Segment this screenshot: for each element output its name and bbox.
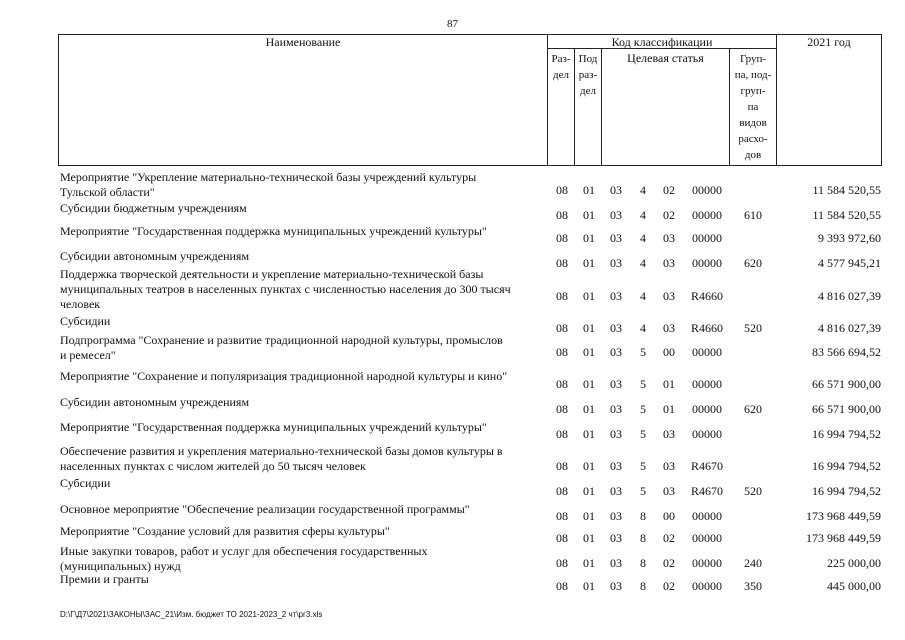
row-amount: 4 577 945,21 xyxy=(818,256,881,270)
row-code-rz: 08 xyxy=(556,183,568,197)
row-code-c2: 8 xyxy=(640,556,646,570)
row-code-c2: 4 xyxy=(640,289,646,303)
row-code-c3: 03 xyxy=(663,289,675,303)
row-amount: 4 816 027,39 xyxy=(818,289,881,303)
row-code-c3: 03 xyxy=(663,459,675,473)
header-target: Целевая статья xyxy=(627,51,704,65)
row-code-c2: 4 xyxy=(640,321,646,335)
row-code-c2: 4 xyxy=(640,208,646,222)
row-code-c2: 5 xyxy=(640,345,646,359)
row-code-c3: 02 xyxy=(663,208,675,222)
row-code-vr: 520 xyxy=(744,484,762,498)
row-code-c1: 03 xyxy=(610,556,622,570)
row-amount: 445 000,00 xyxy=(827,579,881,593)
row-code-pr: 01 xyxy=(583,289,595,303)
row-code-pr: 01 xyxy=(583,231,595,245)
row-code-c1: 03 xyxy=(610,459,622,473)
row-amount: 4 816 027,39 xyxy=(818,321,881,335)
row-code-c1: 03 xyxy=(610,183,622,197)
row-code-c1: 03 xyxy=(610,402,622,416)
row-code-c2: 8 xyxy=(640,531,646,545)
row-code-pr: 01 xyxy=(583,345,595,359)
row-code-rz: 08 xyxy=(556,321,568,335)
row-code-c3: 03 xyxy=(663,256,675,270)
row-code-c4: 00000 xyxy=(692,208,722,222)
row-name: Иные закупки товаров, работ и услуг для обеспечения государственных (муниципальных) нужд xyxy=(60,544,428,573)
row-code-c3: 03 xyxy=(663,484,675,498)
row-code-pr: 01 xyxy=(583,377,595,391)
row-code-c4: R4660 xyxy=(690,289,723,303)
row-code-c2: 4 xyxy=(640,256,646,270)
row-code-c1: 03 xyxy=(610,509,622,523)
row-code-c2: 5 xyxy=(640,402,646,416)
row-code-vr: 350 xyxy=(744,579,762,593)
row-code-c3: 02 xyxy=(663,556,675,570)
row-amount: 66 571 900,00 xyxy=(812,402,881,416)
row-code-c1: 03 xyxy=(610,579,622,593)
row-code-c3: 03 xyxy=(663,231,675,245)
page-number: 87 xyxy=(447,18,458,30)
row-amount: 9 393 972,60 xyxy=(818,231,881,245)
row-code-rz: 08 xyxy=(556,556,568,570)
row-amount: 173 968 449,59 xyxy=(806,531,881,545)
row-code-pr: 01 xyxy=(583,531,595,545)
header-group: Груп- па, под- груп- па видов расхо- дов xyxy=(734,53,772,161)
row-code-c2: 4 xyxy=(640,231,646,245)
footer-file-path: D:\Г\Д7\2021\ЗАКОНЫ\ЗАС_21\Изм. бюджет ТО 2021-2023_2 чт\рг3.xls xyxy=(60,610,323,619)
row-code-rz: 08 xyxy=(556,377,568,391)
row-name: Мероприятие "Сохранение и популяризация традиционной народной культуры и кино" xyxy=(60,369,508,383)
row-code-c1: 03 xyxy=(610,289,622,303)
row-name: Поддержка творческой деятельности и укрепление материально-технической базы муниципальных театров в населенных пунктах с численностью населения до 300 тысяч человек xyxy=(60,267,511,311)
row-code-c2: 5 xyxy=(640,377,646,391)
row-code-c1: 03 xyxy=(610,427,622,441)
row-name: Мероприятие "Создание условий для развития сферы культуры" xyxy=(60,524,390,538)
row-code-rz: 08 xyxy=(556,402,568,416)
row-amount: 16 994 794,52 xyxy=(812,459,881,473)
row-code-c4: 00000 xyxy=(692,531,722,545)
row-name: Мероприятие "Государственная поддержка муниципальных учреждений культуры" xyxy=(60,420,487,434)
row-code-c1: 03 xyxy=(610,231,622,245)
row-code-pr: 01 xyxy=(583,208,595,222)
row-code-rz: 08 xyxy=(556,459,568,473)
row-code-pr: 01 xyxy=(583,256,595,270)
row-code-rz: 08 xyxy=(556,289,568,303)
row-code-rz: 08 xyxy=(556,509,568,523)
row-code-pr: 01 xyxy=(583,509,595,523)
row-code-vr: 520 xyxy=(744,321,762,335)
row-code-rz: 08 xyxy=(556,256,568,270)
row-code-c4: 00000 xyxy=(692,231,722,245)
row-code-rz: 08 xyxy=(556,484,568,498)
row-code-vr: 610 xyxy=(744,208,762,222)
row-code-pr: 01 xyxy=(583,183,595,197)
row-code-pr: 01 xyxy=(583,427,595,441)
row-code-c1: 03 xyxy=(610,208,622,222)
row-name: Субсидии xyxy=(60,314,111,328)
row-code-c3: 02 xyxy=(663,531,675,545)
row-amount: 83 566 694,52 xyxy=(812,345,881,359)
row-code-vr: 620 xyxy=(744,402,762,416)
row-name: Мероприятие "Государственная поддержка муниципальных учреждений культуры" xyxy=(60,224,487,238)
row-amount: 225 000,00 xyxy=(827,556,881,570)
row-code-c1: 03 xyxy=(610,377,622,391)
row-amount: 66 571 900,00 xyxy=(812,377,881,391)
row-code-c2: 5 xyxy=(640,459,646,473)
header-year: 2021 год xyxy=(807,35,851,49)
row-amount: 11 584 520,55 xyxy=(812,208,881,222)
row-code-c3: 02 xyxy=(663,579,675,593)
row-code-c4: 00000 xyxy=(692,509,722,523)
row-name: Обеспечение развития и укрепления материально-технической базы домов культуры в населенных пунктах с числом жителей до 50 тысяч человек xyxy=(60,444,503,473)
row-code-c4: 00000 xyxy=(692,402,722,416)
row-code-c4: 00000 xyxy=(692,183,722,197)
row-code-c3: 02 xyxy=(663,183,675,197)
header-podrazdel: Под раз- дел xyxy=(578,53,598,97)
row-amount: 16 994 794,52 xyxy=(812,427,881,441)
row-code-c3: 01 xyxy=(663,377,675,391)
row-amount: 173 968 449,59 xyxy=(806,509,881,523)
row-code-c4: 00000 xyxy=(692,256,722,270)
row-name: Субсидии автономным учреждениям xyxy=(60,249,250,263)
row-name: Субсидии бюджетным учреждениям xyxy=(60,201,247,215)
row-code-pr: 01 xyxy=(583,321,595,335)
header-name-cell xyxy=(58,34,548,166)
row-code-rz: 08 xyxy=(556,531,568,545)
header-class-code: Код классификации xyxy=(611,35,713,49)
row-code-c4: 00000 xyxy=(692,427,722,441)
row-code-c1: 03 xyxy=(610,345,622,359)
row-amount: 11 584 520,55 xyxy=(812,183,881,197)
header-razdel: Раз- дел xyxy=(551,53,571,81)
row-code-c1: 03 xyxy=(610,484,622,498)
row-code-rz: 08 xyxy=(556,345,568,359)
row-name: Субсидии автономным учреждениям xyxy=(60,395,250,409)
row-code-c4: 00000 xyxy=(692,345,722,359)
row-code-c2: 8 xyxy=(640,579,646,593)
row-code-c2: 5 xyxy=(640,484,646,498)
row-code-rz: 08 xyxy=(556,208,568,222)
row-code-rz: 08 xyxy=(556,579,568,593)
row-code-c4: R4660 xyxy=(690,321,723,335)
row-code-c3: 03 xyxy=(663,321,675,335)
row-code-c2: 8 xyxy=(640,509,646,523)
row-code-rz: 08 xyxy=(556,231,568,245)
row-code-c4: 00000 xyxy=(692,556,722,570)
header-year-cell xyxy=(776,34,882,166)
row-code-c1: 03 xyxy=(610,321,622,335)
row-name: Субсидии xyxy=(60,476,111,490)
row-code-c3: 00 xyxy=(663,509,675,523)
row-code-c1: 03 xyxy=(610,531,622,545)
row-name: Подпрограмма "Сохранение и развитие традиционной народной культуры, промыслов и ремесел" xyxy=(60,333,503,362)
row-code-c2: 4 xyxy=(640,183,646,197)
row-code-c4: 00000 xyxy=(692,377,722,391)
row-code-c1: 03 xyxy=(610,256,622,270)
row-code-vr: 620 xyxy=(744,256,762,270)
row-code-rz: 08 xyxy=(556,427,568,441)
row-amount: 16 994 794,52 xyxy=(812,484,881,498)
header-name: Наименование xyxy=(265,35,341,49)
row-code-pr: 01 xyxy=(583,484,595,498)
row-code-c4: R4670 xyxy=(690,459,723,473)
row-code-c3: 03 xyxy=(663,427,675,441)
row-code-pr: 01 xyxy=(583,459,595,473)
row-code-c2: 5 xyxy=(640,427,646,441)
row-code-c3: 00 xyxy=(663,345,675,359)
row-code-vr: 240 xyxy=(744,556,762,570)
row-code-c3: 01 xyxy=(663,402,675,416)
row-code-c4: 00000 xyxy=(692,579,722,593)
row-code-c4: R4670 xyxy=(690,484,723,498)
row-code-pr: 01 xyxy=(583,556,595,570)
row-name: Основное мероприятие "Обеспечение реализации государственной программы" xyxy=(60,502,470,516)
row-name: Мероприятие "Укрепление материально-технической базы учреждений культуры Тульской области" xyxy=(60,170,477,199)
row-code-pr: 01 xyxy=(583,579,595,593)
row-name: Премии и гранты xyxy=(60,572,149,586)
row-code-pr: 01 xyxy=(583,402,595,416)
